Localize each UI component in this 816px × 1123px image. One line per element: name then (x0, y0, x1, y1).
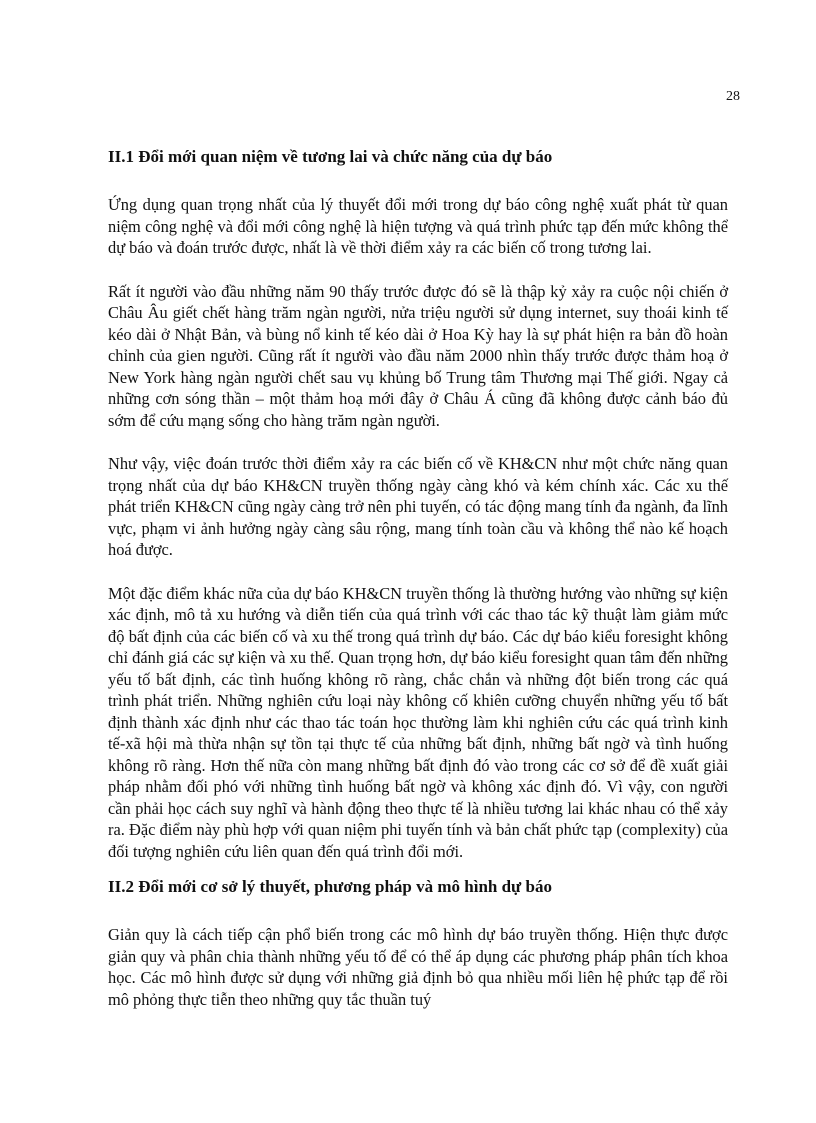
paragraph-2-1: Giản quy là cách tiếp cận phổ biến trong các mô hình dự báo truyền thống. Hiện thực được giản quy và phân chia thành những yếu tố để có thể áp dụng các phương pháp phân tích khoa học. Các mô hình được sử dụng với những giả định bỏ qua nhiều mối liên hệ phức tạp để rồi mô phỏng thực tiễn theo những quy tắc thuần tuý (108, 925, 728, 1009)
section-heading-1: II.1 Đổi mới quan niệm về tương lai và chức năng của dự báo (108, 147, 553, 166)
paragraph-1-2: Rất ít người vào đầu những năm 90 thấy trước được đó sẽ là thập kỷ xảy ra cuộc nội chiến ở Châu Âu giết chết hàng trăm ngàn người, nửa triệu người sử dụng internet, suy thoái kinh tế kéo dài ở Nhật Bản, và bùng nổ kinh tế kéo dài ở Hoa Kỳ hay là sự phát hiện ra bản đồ hoàn chỉnh của gien người. Cũng rất ít người vào đầu năm 2000 nhìn thấy trước được thảm hoạ ở New York hàng ngàn người chết sau vụ khủng bố Trung tâm Thương mại Thế giới. Ngay cả những cơn sóng thần – một thảm hoạ mới đây ở Châu Á cũng đã không được cảnh báo đủ sớm để cứu mạng sống cho hàng trăm ngàn người. (108, 281, 728, 430)
paragraph-1-1: Ứng dụng quan trọng nhất của lý thuyết đổi mới trong dự báo công nghệ xuất phát từ quan niệm công nghệ và đổi mới công nghệ là hiện tượng và quá trình phức tạp đến mức không thể dự báo và đoán trước được, nhất là về thời điểm xảy ra các biến cố trong tương lai. (108, 195, 728, 257)
paragraph-1-4: Một đặc điểm khác nữa của dự báo KH&CN truyền thống là thường hướng vào những sự kiện xác định, mô tả xu hướng và diễn tiến của quá trình với các thao tác kỹ thuật làm giảm mức độ bất định của các biến cố và xu thế trong quá trình dự báo. Các dự báo kiểu foresight không chỉ đánh giá các sự kiện và xu thế. Quan trọng hơn, dự báo kiểu foresight quan tâm đến những yếu tố bất định, các tình huống không rõ ràng, chắc chắn và những đột biến trong các quá trình phát triển. Những nghiên cứu loại này không cố khiên cưỡng chuyển những yếu tố bất định thành xác định như các thao tác toán học thường làm khi nghiên cứu các quá trình kinh tế-xã hội mà thừa nhận sự tồn tại thực tế của những bất định, những bất ngờ và tình huống không rõ ràng. Hơn thế nữa còn mang những bất định đó vào trong các cơ sở để đề xuất giải pháp nhằm đối phó với những tình huống bất ngờ và không xác định đó. Vì vậy, con người cần phải học cách suy nghĩ và hành động theo thực tế là nhiều tương lai khác nhau có thể xảy ra. Đặc điểm này phù hợp với quan niệm phi tuyến tính và bản chất phức tạp (complexity) của đối tượng nghiên cứu liên quan đến quá trình đổi mới. (108, 583, 728, 861)
page-number: 28 (726, 89, 740, 104)
paragraph-1-3: Như vậy, việc đoán trước thời điểm xảy ra các biến cố về KH&CN như một chức năng quan trọng nhất của dự báo KH&CN truyền thống ngày càng khó và kém chính xác. Các xu thế phát triển KH&CN cũng ngày càng trở nên phi tuyến, có tác động mang tính đa ngành, đa lĩnh vực, phạm vi ảnh hưởng ngày càng sâu rộng, mang tính toàn cầu và không thể nào kế hoạch hoá được. (108, 454, 728, 559)
section-heading-2: II.2 Đổi mới cơ sở lý thuyết, phương pháp và mô hình dự báo (108, 877, 552, 896)
document-body (108, 146, 728, 1032)
